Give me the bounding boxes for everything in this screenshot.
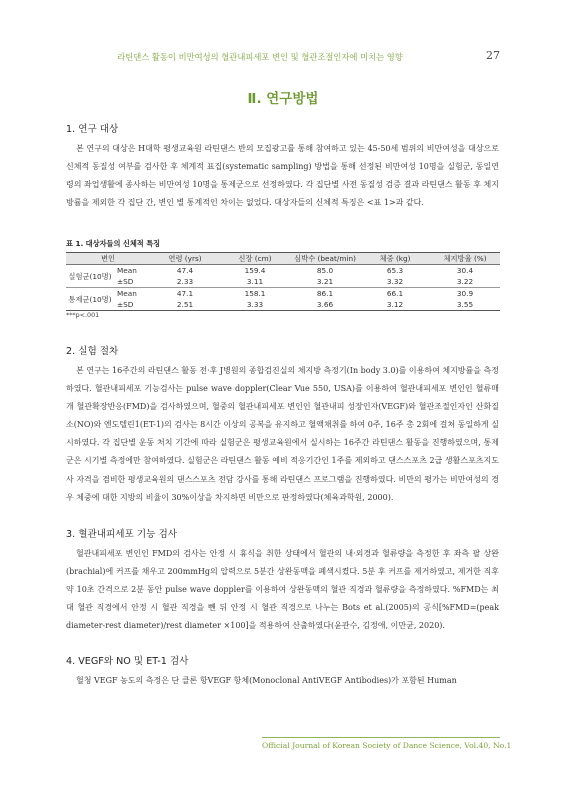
- table-cell: 158.1: [244, 289, 266, 298]
- table-cell: 3.11: [220, 276, 290, 288]
- table-cell: 30.9: [456, 289, 474, 298]
- table-cell: 65.3: [386, 266, 404, 275]
- table-cell: 2.51: [150, 299, 220, 311]
- table-cell: 47.1: [176, 289, 194, 298]
- table-cell: 47.4: [176, 266, 194, 275]
- section-heading-endothelial: 3. 혈관내피세포 기능 검사: [66, 529, 177, 540]
- paragraph-subjects: 본 연구의 대상은 H대학 평생교육원 라틴댄스 반의 모집광고를 통해 참여하고 있는 45-50세 범위의 비만여성을 대상으로 신체적 동질성 여부를 검사한 후 체계적 표집(systematic sampling) 방법을 통해 선정된 비만여성 10명을 실험군, 동일연령의 좌업생활에 종사하는 비만여성 10명을 통제군으로 선정하였다. 각 집단별 사전 동질성 검증 결과 라틴댄스 활동 후 체지방률을 제외한 각 집단 간, 변인 별 통계적인 차이는 없었다. 대상자들의 신체적 특징은 <표 1>과 같다.: [66, 144, 499, 208]
- table-cell: 3.33: [220, 299, 290, 311]
- table-cell: 30.4: [456, 266, 474, 275]
- table-header-row: [66, 253, 500, 265]
- table-cell: 86.1: [316, 289, 334, 298]
- page-number: 27: [486, 49, 500, 62]
- column-header: 신장 (cm): [220, 253, 290, 265]
- paragraph-procedure: 본 연구는 16주간의 라틴댄스 활동 전·후 J병원의 종합검진실의 체지방 측정기(In body 3.0)를 이용하여 체지방률을 측정하였다. 혈관내피세포 기능검사는 pulse wave doppler(Clear Vue 550, USA)를 이용하여 혈관내피세포 변인인 혈류매개 혈관확장반응(FMD)을 검사하였으며, 혈중의 혈관내피세포 변인인 혈관내피 성장인자(VEGF)와 혈관조절인자인 산화질소(NO)와 엔도텔린1(ET-1)의 검사는 8시간 이상의 공복을 유지하고 혈액채취를 하여 0주, 16주 총 2회에 걸쳐 동일하게 실시하였다. 각 집단별 운동 처치 기간에 따라 실험군은 평생교육원에서 실시하는 16주간 라틴댄스 활동을 진행하였으며, 통제군은 시기별 측정에만 참여하였다. 실험군은 라틴댄스 활동 예비 적응기간인 1주를 제외하고 댄스스포츠 2급 생활스포츠지도사 자격을 겸비한 평생교육원의 댄스스포츠 전담 강사를 통해 라틴댄스 프로그램을 진행하였다. 비만의 평가는 비만여성의 경우 체중에 대한 지방의 비율이 30%이상을 차지하면 비만으로 판정하였다(체육과학원, 2000).: [66, 366, 499, 502]
- footer-rule: [262, 737, 500, 738]
- table-cell: 159.4: [244, 266, 266, 275]
- journal-footer: Official Journal of Korean Society of Dance Science, Vol.40, No.1: [262, 741, 512, 750]
- section-heading-subjects: 1. 연구 대상: [66, 124, 119, 135]
- stat-label: Mean: [117, 289, 137, 298]
- table-cell: 3.12: [360, 299, 430, 311]
- column-header: 변인: [66, 253, 150, 265]
- column-header: 체중 (kg): [360, 253, 430, 265]
- table-cell: 85.0: [316, 266, 334, 275]
- table-row: [66, 276, 500, 288]
- table-cell: 3.21: [290, 276, 360, 288]
- table-cell: 3.22: [430, 276, 500, 288]
- table-cell: 66.1: [386, 289, 404, 298]
- table-row: [66, 265, 500, 277]
- section-heading-vegf: 4. VEGF와 NO 및 ET-1 검사: [66, 656, 189, 667]
- table-row: [66, 299, 500, 311]
- chapter-title: Ⅱ. 연구방법: [247, 91, 319, 107]
- table-caption: 표 1. 대상자들의 신체적 특징: [66, 239, 161, 248]
- column-header: 심박수 (beat/min): [290, 253, 360, 265]
- column-header: 연령 (yrs): [150, 253, 220, 265]
- table-cell: 3.55: [430, 299, 500, 311]
- table-note: ***p<.001: [66, 311, 100, 319]
- demographics-table: [66, 252, 500, 311]
- paragraph-endothelial: 혈관내피세포 변인인 FMD의 검사는 안정 시 휴식을 취한 상태에서 혈관의 내·외경과 혈류량을 측정한 후 좌측 팔 상완(brachial)에 커프를 채우고 200mmHg의 압력으로 5분간 상완동맥을 폐색시켰다. 5분 후 커프를 제거하였고, 제거한 직후 약 10초 간격으로 2분 동안 pulse wave doppler를 이용하여 상완동맥의 혈관 직경과 혈류량을 측정하였다. %FMD는 최대 혈관 직경에서 안정 시 혈관 직경을 뺀 뒤 안정 시 혈관 직경으로 나누는 Bots et al.(2005)의 공식[%FMD=(peak diameter-rest diameter)/rest diameter ×100]을 적용하여 산출하였다(윤관수, 김정애, 이만균, 2020).: [66, 549, 499, 631]
- column-header: 체지방율 (%): [430, 253, 500, 265]
- group-label: 통제군(10명): [66, 288, 114, 311]
- stat-label: ±SD: [114, 299, 150, 311]
- running-title: 라틴댄스 활동이 비만여성의 혈관내피세포 변인 및 혈관조절인자에 미치는 영향: [117, 52, 403, 62]
- stat-label: ±SD: [114, 276, 150, 288]
- table-cell: 3.32: [360, 276, 430, 288]
- table-cell: 2.33: [150, 276, 220, 288]
- table-row: [66, 288, 500, 300]
- table-cell: 3.66: [290, 299, 360, 311]
- paragraph-vegf: 혈청 VEGF 농도의 측정은 단 클론 항VEGF 항체(Monoclonal AntiVEGF Antibodies)가 포함된 Human: [76, 676, 457, 685]
- section-heading-procedure: 2. 실험 절차: [66, 346, 119, 357]
- stat-label: Mean: [117, 266, 137, 275]
- group-label: 실험군(10명): [66, 265, 114, 288]
